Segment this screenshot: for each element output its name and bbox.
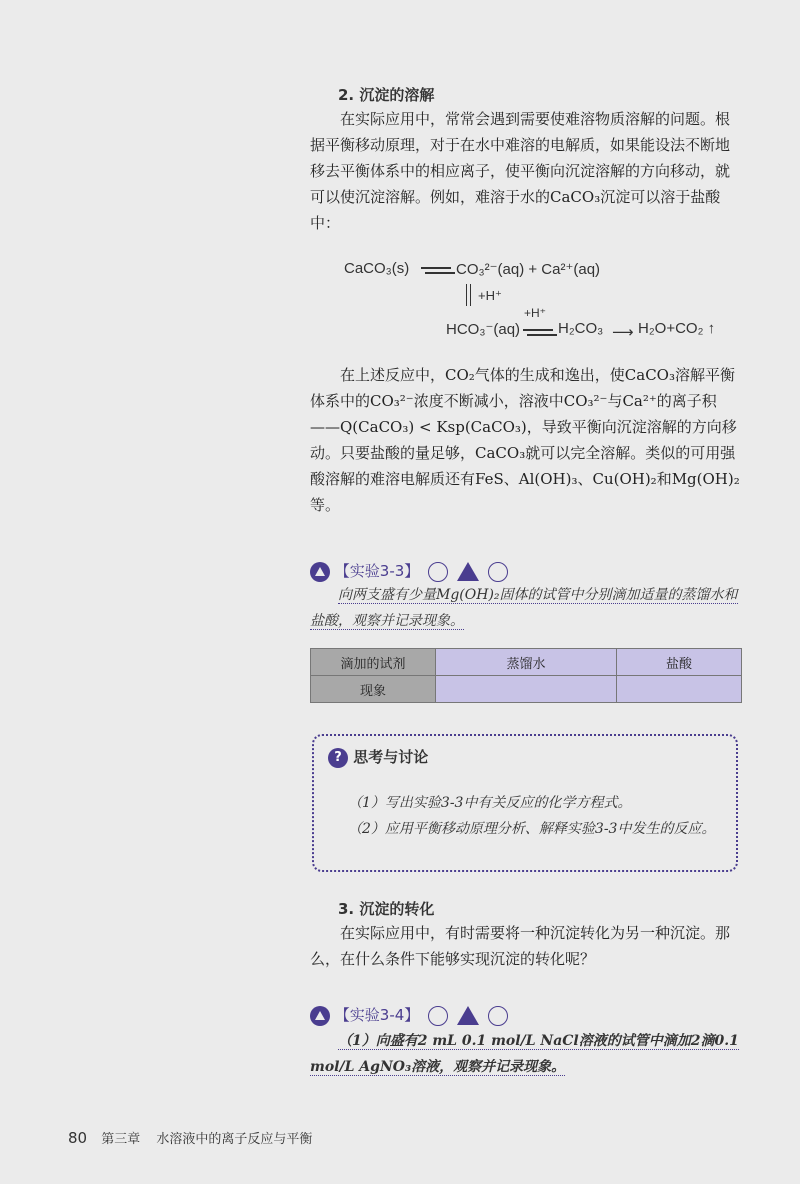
- equation-left: CaCO₃(s): [344, 260, 410, 277]
- goggles-icon: [428, 1006, 448, 1026]
- discussion-icon: ?: [328, 748, 348, 768]
- observation-table: [310, 648, 742, 703]
- table-cell: [617, 676, 742, 703]
- flask-icon: [310, 1006, 330, 1026]
- vertical-equilibrium-arrow-icon: [466, 284, 471, 306]
- page-number: 80: [68, 1129, 88, 1147]
- chapter-title: 水溶液中的离子反应与平衡: [156, 1132, 313, 1147]
- hand-wash-icon: [488, 562, 508, 582]
- section-heading: 3. 沉淀的转化: [338, 900, 435, 918]
- experiment-description: 向两支盛有少量Mg(OH)₂固体的试管中分别滴加适量的蒸馏水和盐酸，观察并记录现象。: [310, 587, 738, 629]
- experiment-label: 【实验3-3】: [334, 562, 420, 580]
- equation-products: H₂O+CO₂ ↑: [638, 320, 716, 337]
- experiment-header: [310, 560, 742, 582]
- equation-proton: +H⁺: [478, 288, 502, 303]
- hazard-icon: [457, 562, 479, 581]
- equilibrium-arrow-icon: [418, 262, 458, 279]
- table-header-acid: 盐酸: [617, 649, 742, 676]
- experiment-header: [310, 1004, 742, 1026]
- goggles-icon: [428, 562, 448, 582]
- table-cell: [436, 676, 617, 703]
- equation-carbonic-acid: H₂CO₃: [558, 320, 604, 337]
- table-row-label: 现象: [311, 676, 436, 703]
- think-item: （1）写出实验3-3中有关反应的化学方程式。: [348, 795, 632, 811]
- table-header-reagent: 滴加的试剂: [311, 649, 436, 676]
- hand-wash-icon: [488, 1006, 508, 1026]
- table-header-water: 蒸馏水: [436, 649, 617, 676]
- experiment-label: 【实验3-4】: [334, 1006, 420, 1024]
- flask-icon: [310, 562, 330, 582]
- think-header: [328, 746, 760, 768]
- equation-right: CO₃²⁻(aq) + Ca²⁺(aq): [456, 261, 601, 278]
- think-item: （2）应用平衡移动原理分析、解释实验3-3中发生的反应。: [348, 821, 716, 837]
- paragraph: 在上述反应中，CO₂气体的生成和逸出，使CaCO₃溶解平衡体系中的CO₃²⁻浓度不断减小，溶液中CO₃²⁻与Ca²⁺的离子积——Q(CaCO₃) < Ksp(CaCO₃)，导致平衡向沉淀溶解的方向移动。只要盐酸的量足够，CaCO₃就可以完全溶解。类似的可用强酸溶解的难溶电解质还有FeS、Al(OH)₃、Cu(OH)₂和Mg(OH)₂等。: [310, 366, 740, 514]
- equation-bicarbonate: HCO₃⁻(aq): [446, 321, 521, 338]
- right-arrow-icon: ⟶: [612, 324, 634, 341]
- paragraph: 在实际应用中，常常会遇到需要使难溶物质溶解的问题。根据平衡移动原理，对于在水中难溶的电解质，如果能设法不断地移去平衡体系中的相应离子，使平衡向沉淀溶解的方向移动，就可以使沉淀溶解。例如，难溶于水的CaCO₃沉淀可以溶于盐酸中：: [310, 110, 731, 232]
- section-heading: 2. 沉淀的溶解: [338, 86, 435, 104]
- chapter-label: 第三章: [101, 1132, 141, 1147]
- experiment-description: （1）向盛有2 mL 0.1 mol/L NaCl溶液的试管中滴加2滴0.1 mol/L AgNO₃溶液，观察并记录现象。: [310, 1033, 739, 1075]
- equation-arrow-label: +H⁺: [524, 306, 547, 320]
- hazard-icon: [457, 1006, 479, 1025]
- equilibrium-arrow-icon: [520, 324, 560, 341]
- think-title: 思考与讨论: [353, 748, 429, 766]
- paragraph: 在实际应用中，有时需要将一种沉淀转化为另一种沉淀。那么，在什么条件下能够实现沉淀的转化呢？: [310, 924, 731, 968]
- page-footer: [68, 1128, 312, 1147]
